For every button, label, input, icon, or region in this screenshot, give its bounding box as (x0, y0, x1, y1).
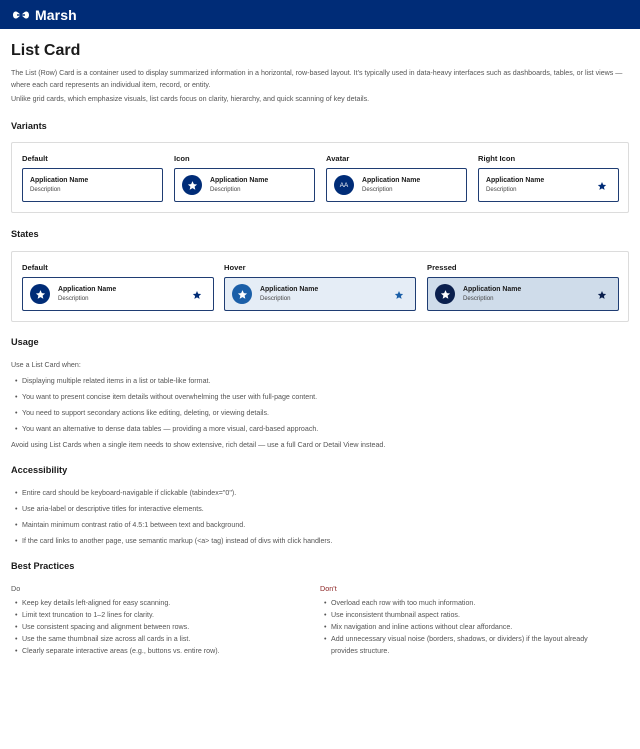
variant-title-default: Default (22, 154, 48, 163)
brand-name: Marsh (35, 6, 77, 23)
intro-paragraph: The List (Row) Card is a container used to display summarized information in a horizontal, row-based layout. It’s typically used in data-heavy interfaces such as dashboards, tables, or list views — where each card represents an individual item, record, or entity. (11, 69, 623, 89)
accessibility-heading: Accessibility (11, 465, 68, 475)
card-thumbnail (30, 284, 50, 304)
do-item: • Use the same thumbnail size across all cards in a list. (15, 635, 190, 643)
card-name: Application Name (210, 177, 269, 184)
card-thumbnail (232, 284, 252, 304)
card-text (210, 176, 268, 194)
marsh-logo-icon (11, 9, 31, 21)
card-text (463, 285, 521, 303)
accessibility-item: • Entire card should be keyboard-navigable if clickable (tabindex="0"). (15, 489, 236, 497)
star-icon (237, 289, 248, 300)
state-title-hover: Hover (224, 263, 246, 272)
do-item: • Keep key details left-aligned for easy scanning. (15, 599, 170, 607)
list-card-state-pressed[interactable] (427, 277, 619, 311)
star-icon (597, 181, 607, 191)
list-card-state-default[interactable] (22, 277, 214, 311)
card-text (486, 176, 544, 194)
state-title-pressed: Pressed (427, 263, 457, 272)
intro-paragraph-2: Unlike grid cards, which emphasize visuals, list cards focus on clarity, hierarchy, and quick scanning of key details. (11, 95, 370, 103)
card-name: Application Name (260, 286, 319, 293)
card-thumbnail (435, 284, 455, 304)
dont-item: • Mix navigation and inline actions without clear affordance. (324, 623, 512, 631)
do-label: Do (11, 584, 21, 593)
card-description: Description (30, 186, 61, 193)
variant-title-avatar: Avatar (326, 154, 350, 163)
card-description: Description (463, 295, 494, 302)
brand-logo[interactable] (11, 7, 77, 23)
usage-heading: Usage (11, 337, 39, 347)
card-text (362, 176, 420, 194)
usage-avoid: Avoid using List Cards when a single item needs to show extensive, rich detail — use a full Card or Detail View instead. (11, 441, 386, 449)
card-thumbnail (182, 175, 202, 195)
star-icon (394, 290, 404, 300)
top-bar (0, 0, 640, 29)
star-icon (187, 180, 198, 191)
dont-item: • Overload each row with too much information. (324, 599, 475, 607)
card-name: Application Name (463, 286, 522, 293)
card-text (30, 176, 88, 194)
accessibility-item: • If the card links to another page, use semantic markup (<a> tag) instead of divs with click handlers. (15, 537, 332, 545)
card-name: Application Name (58, 286, 117, 293)
do-item: • Limit text truncation to 1–2 lines for clarity. (15, 611, 154, 619)
accessibility-item: • Use aria-label or descriptive titles for interactive elements. (15, 505, 204, 513)
usage-item: • You want to present concise item details without overwhelming the user with full-page content. (15, 393, 317, 401)
states-panel (11, 251, 629, 322)
variants-heading: Variants (11, 121, 47, 131)
page-title: List Card (11, 42, 81, 59)
variant-title-right-icon: Right Icon (478, 154, 516, 163)
card-name: Application Name (362, 177, 421, 184)
card-name: Application Name (486, 177, 545, 184)
usage-item: • You need to support secondary actions like editing, deleting, or viewing details. (15, 409, 269, 417)
accessibility-item: • Maintain minimum contrast ratio of 4.5:1 between text and background. (15, 521, 245, 529)
avatar (334, 175, 354, 195)
dont-item: • Add unnecessary visual noise (borders, shadows, or dividers) if the layout already (324, 635, 588, 643)
dont-item: • Use inconsistent thumbnail aspect ratios. (324, 611, 460, 619)
dont-item-continued: provides structure. (331, 647, 390, 655)
star-icon (35, 289, 46, 300)
card-text (58, 285, 116, 303)
usage-item: • You want an alternative to dense data tables — providing a more visual, card-based approach. (15, 425, 318, 433)
list-card-right-icon[interactable] (478, 168, 619, 202)
list-card-state-hover[interactable] (224, 277, 416, 311)
card-description: Description (486, 186, 517, 193)
state-title-default: Default (22, 263, 48, 272)
card-text (260, 285, 318, 303)
do-item: • Clearly separate interactive areas (e.g., buttons vs. entire row). (15, 647, 220, 655)
card-description: Description (362, 186, 393, 193)
avatar-initials: AA (339, 181, 349, 189)
do-item: • Use consistent spacing and alignment between rows. (15, 623, 189, 631)
variant-title-icon: Icon (174, 154, 190, 163)
star-icon (440, 289, 451, 300)
card-description: Description (210, 186, 241, 193)
card-description: Description (260, 295, 291, 302)
list-card-avatar[interactable] (326, 168, 467, 202)
list-card-default[interactable] (22, 168, 163, 202)
usage-item: • Displaying multiple related items in a list or table-like format. (15, 377, 210, 385)
variants-panel (11, 142, 629, 213)
states-heading: States (11, 229, 39, 239)
star-icon (597, 290, 607, 300)
usage-lead: Use a List Card when: (11, 361, 81, 369)
star-icon (192, 290, 202, 300)
best-practices-heading: Best Practices (11, 561, 75, 571)
dont-label: Don’t (320, 584, 337, 593)
list-card-icon[interactable] (174, 168, 315, 202)
card-description: Description (58, 295, 89, 302)
card-name: Application Name (30, 177, 89, 184)
